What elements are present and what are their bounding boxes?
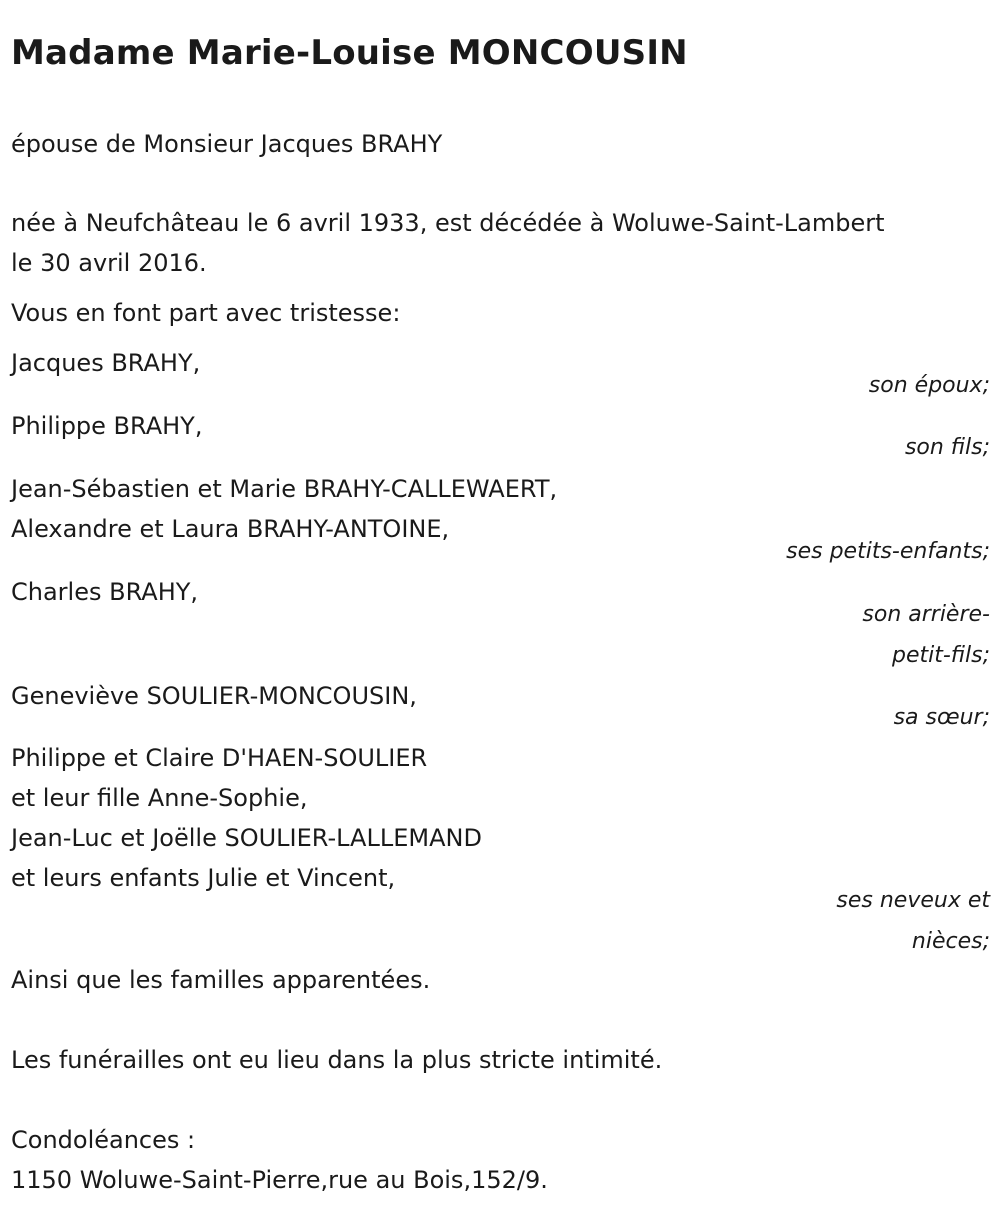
mourner-role: son fils; [904, 435, 990, 460]
mourner-name: et leurs enfants Julie et Vincent, [11, 864, 396, 892]
birth-death-line-1: née à Neufchâteau le 6 avril 1933, est décédée à Woluwe-Saint-Lambert [11, 209, 885, 237]
mourner-role: son arrière- [862, 602, 990, 627]
mourner-name: Jean-Sébastien et Marie BRAHY-CALLEWAERT, [11, 475, 558, 503]
mourner-role: son époux; [868, 373, 990, 398]
mourner-role: petit-fils; [891, 643, 990, 668]
mourner-role: ses petits-enfants; [786, 539, 990, 564]
mourner-name: et leur fille Anne-Sophie, [11, 784, 308, 812]
condolences-label: Condoléances : [11, 1126, 196, 1154]
mourner-name: Charles BRAHY, [11, 578, 199, 606]
intro-line: Vous en font part avec tristesse: [11, 299, 401, 327]
condolences-address: 1150 Woluwe-Saint-Pierre,rue au Bois,152/9. [11, 1166, 548, 1194]
families-line: Ainsi que les familles apparentées. [11, 966, 431, 994]
mourner-name: Alexandre et Laura BRAHY-ANTOINE, [11, 515, 450, 543]
mourner-name: Philippe et Claire D'HAEN-SOULIER [11, 744, 428, 772]
mourner-name: Jacques BRAHY, [11, 349, 201, 377]
birth-death-line-2: le 30 avril 2016. [11, 249, 207, 277]
mourner-name: Jean-Luc et Joëlle SOULIER-LALLEMAND [11, 824, 482, 852]
mourner-role: ses neveux et [836, 888, 990, 913]
mourner-name: Geneviève SOULIER-MONCOUSIN, [11, 682, 417, 710]
deceased-name-title: Madame Marie-Louise MONCOUSIN [11, 33, 688, 73]
mourner-role: sa sœur; [893, 705, 990, 730]
funeral-line: Les funérailles ont eu lieu dans la plus stricte intimité. [11, 1046, 663, 1074]
mourner-role: nièces; [911, 929, 990, 954]
mourner-name: Philippe BRAHY, [11, 412, 203, 440]
spouse-line: épouse de Monsieur Jacques BRAHY [11, 130, 443, 158]
